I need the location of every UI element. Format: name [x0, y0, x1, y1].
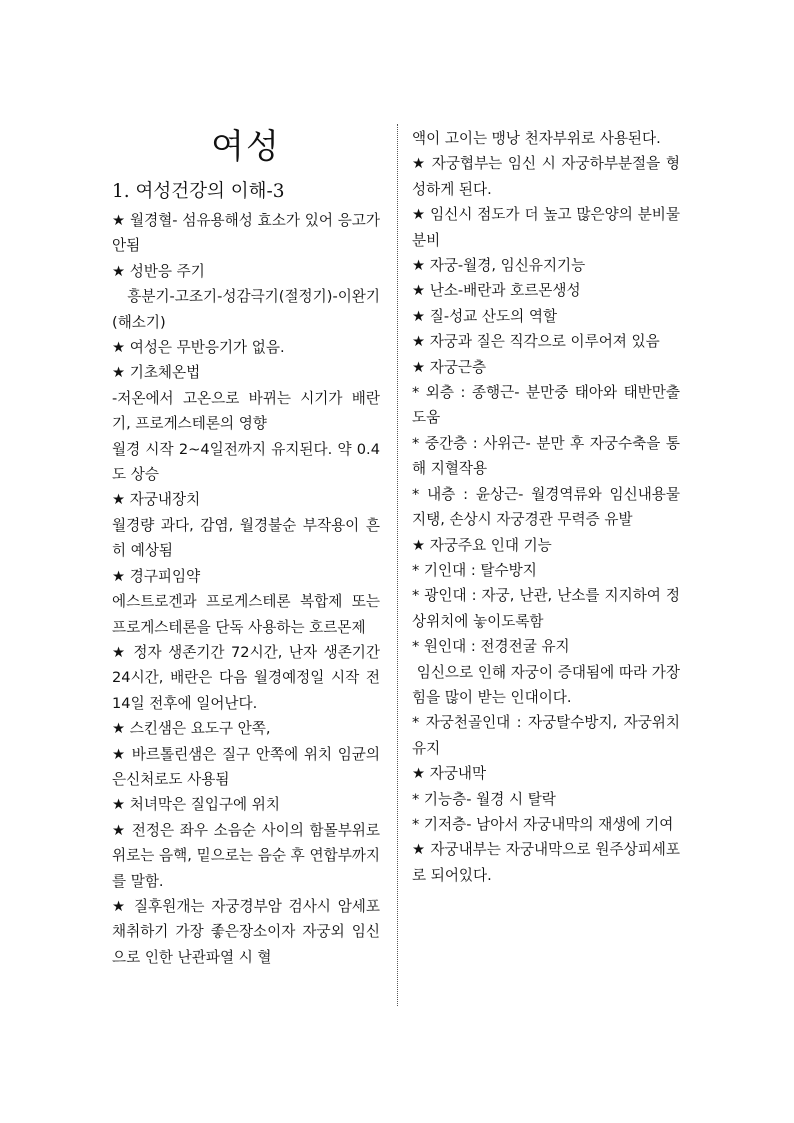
text-line: * 자궁천골인대 : 자궁탈수방지, 자궁위치유지 [412, 714, 680, 757]
text-line: 월경량 과다, 감염, 월경불순 부작용이 흔히 예상됨 [112, 516, 380, 560]
text-line: ★ 스킨샘은 요도구 안쪽, [112, 720, 271, 738]
text-line: ★ 자궁과 질은 직각으로 이루어져 있음 [412, 333, 660, 351]
text-line: * 기저층- 남아서 자궁내막의 재생에 기여 [412, 815, 674, 833]
text-line: -저온에서 고온으로 바뀌는 시기가 배란기, 프로게스테론의 영향 [112, 389, 380, 433]
text-line: 액이 고이는 맹낭 천자부위로 사용된다. [412, 130, 661, 147]
column-divider [397, 124, 398, 1006]
text-line: ★ 월경혈- 섬유용해성 효소가 있어 응고가 안됨 [112, 212, 385, 255]
text-line: * 외층 : 종행근- 분만중 태아와 태반만출도움 [412, 384, 680, 427]
left-column [112, 126, 385, 970]
text-line: 임신으로 인해 자궁이 증대됨에 따라 가장 힘을 많이 받는 인대이다. [412, 663, 685, 706]
text-line: * 광인대 : 자궁, 난관, 난소를 지지하여 정상위치에 놓이도록함 [412, 587, 680, 630]
text-line: 월경 시작 2~4일전까지 유지된다. 약 0.4도 상승 [112, 440, 380, 484]
text-line: * 기능층- 월경 시 탈락 [412, 790, 556, 808]
text-line: * 원인대 : 전경전굴 유지 [412, 638, 570, 656]
text-line: ★ 처녀막은 질입구에 위치 [112, 796, 280, 814]
text-line: ★ 자궁주요 인대 기능 [412, 536, 552, 554]
text-line: ★ 정자 생존기간 72시간, 난자 생존기간 24시간, 배란은 다음 월경예정일 시작 전 14일 전후에 일어난다. [112, 643, 385, 712]
text-line: ★ 자궁협부는 임신 시 자궁하부분절을 형성하게 된다. [412, 155, 680, 198]
text-line: ★ 전정은 좌우 소음순 사이의 함몰부위로 위로는 음핵, 밑으로는 음순 후 연합부까지를 말함. [112, 821, 385, 890]
text-line: 에스트로겐과 프로게스테론 복합제 또는 프로게스테론을 단독 사용하는 호르몬제 [112, 593, 385, 636]
text-line: ★ 난소-배란과 호르몬생성 [412, 282, 581, 300]
text-line: ★ 여성은 무반응기가 없음. [112, 339, 285, 357]
text-line: ★ 자궁-월경, 임신유지기능 [412, 257, 586, 275]
text-line: * 내층 : 윤상근- 월경역류와 임신내용물 지탱, 손상시 자궁경관 무력증 유발 [412, 485, 685, 529]
text-line: ★ 자궁내막 [412, 765, 487, 783]
text-line: * 기인대 : 탈수방지 [412, 561, 537, 579]
text-line: ★ 성반응 주기 [112, 262, 205, 280]
page-title: 여성 [211, 127, 281, 167]
right-column [412, 126, 685, 888]
text-line: ★ 질-성교 산도의 역할 [412, 307, 558, 325]
section-heading: 1. 여성건강의 이해-3 [112, 181, 285, 202]
text-line: * 중간층 : 사위근- 분만 후 자궁수축을 통해 지혈작용 [412, 434, 680, 478]
text-line: ★ 임신시 점도가 더 높고 많은양의 분비물 분비 [412, 206, 685, 249]
text-line: ★ 기초체온법 [112, 364, 201, 382]
text-line: 흥분기-고조기-성감극기(절정기)-이완기(해소기) [112, 288, 380, 331]
text-line: ★ 자궁내부는 자궁내막으로 원주상피세포로 되어있다. [412, 841, 680, 884]
text-line: ★ 자궁내장치 [112, 491, 201, 509]
text-line: ★ 질후원개는 자궁경부암 검사시 암세포 채취하기 가장 좋은장소이자 자궁외 임신으로 인한 난관파열 시 혈 [112, 897, 385, 966]
text-line: ★ 경구피임약 [112, 567, 201, 585]
text-line: ★ 바르톨린샘은 질구 안쪽에 위치 임균의 은신처로도 사용됨 [112, 745, 385, 788]
text-line: ★ 자궁근층 [412, 358, 487, 376]
